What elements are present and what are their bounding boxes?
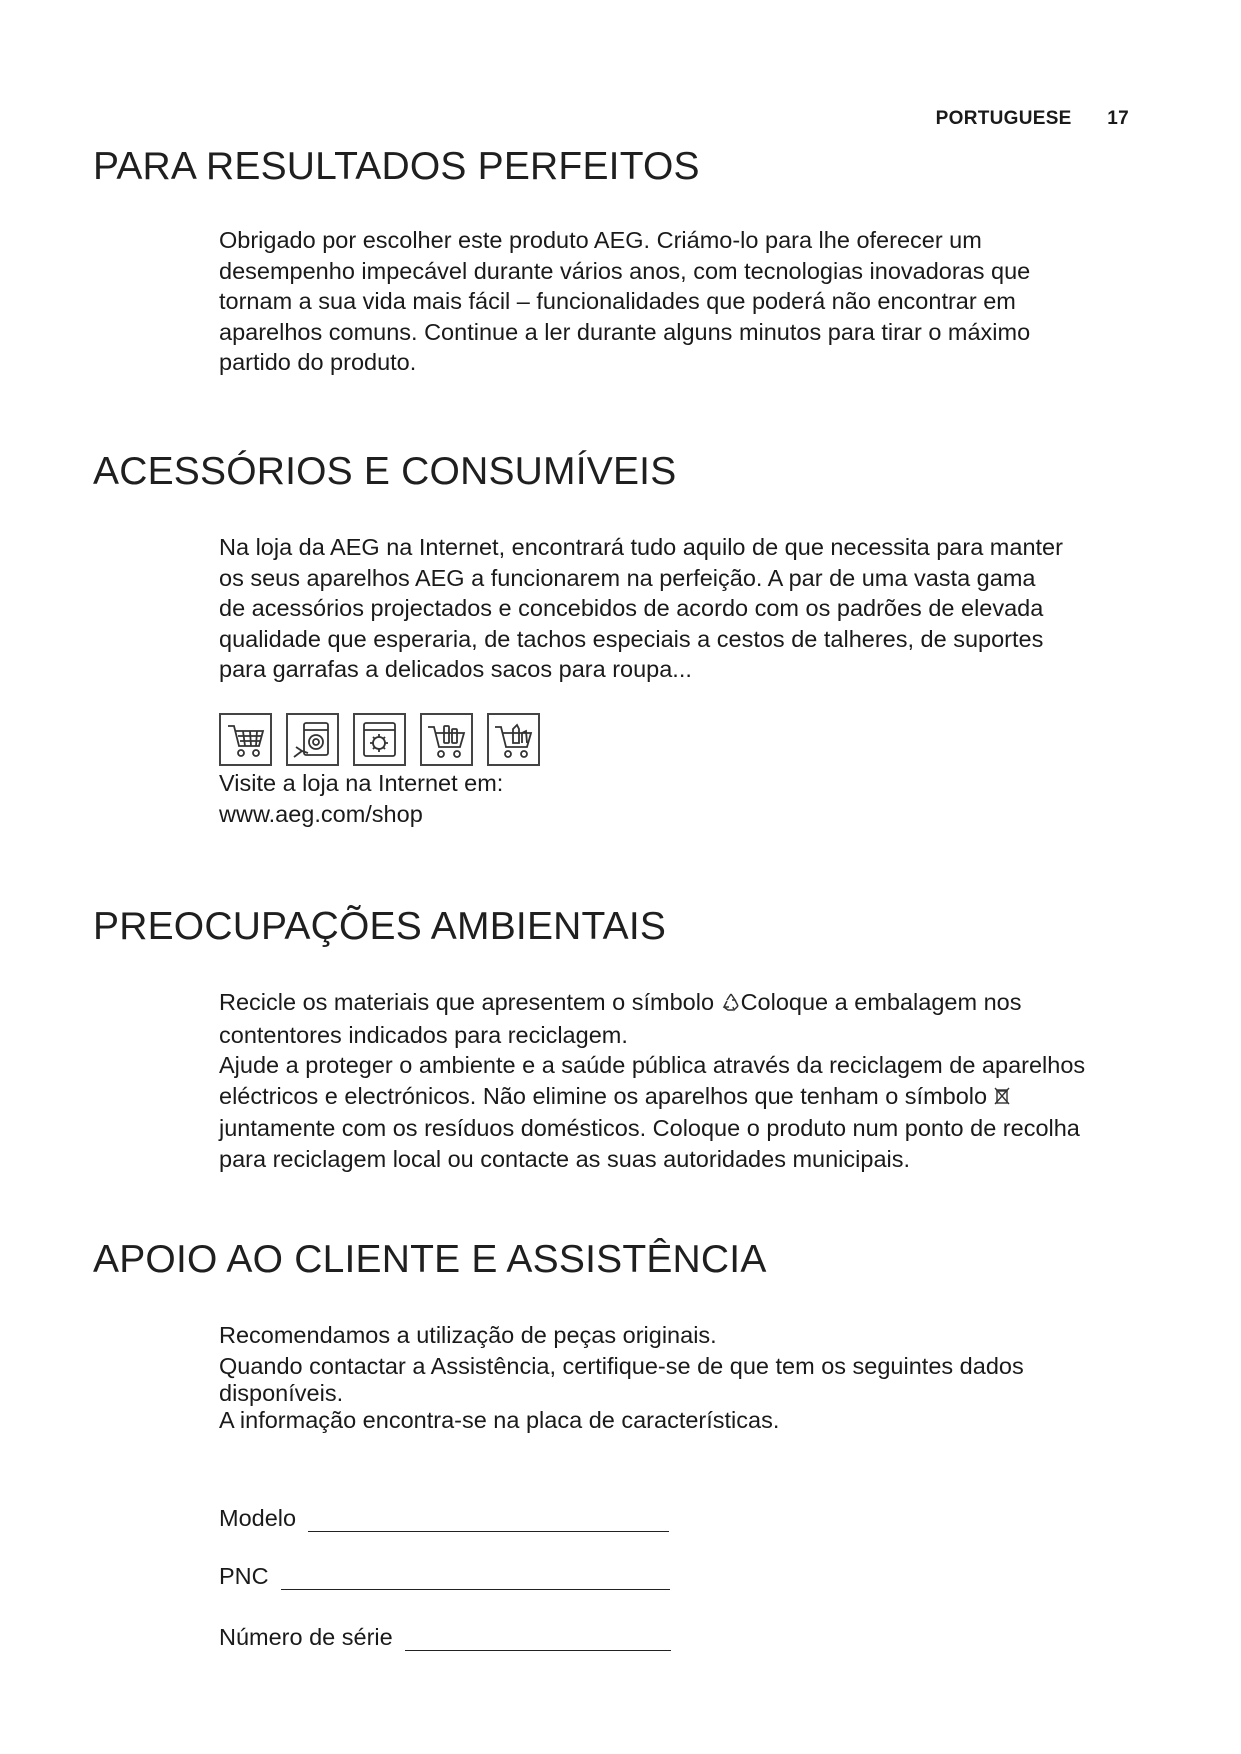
text-segment: Coloque a embalagem nos [740,989,1022,1015]
text-line: desempenho impecável durante vários anos, com tecnologias inovadoras que [219,257,1031,284]
text-line [219,1081,1139,1114]
shop-icons-row [219,713,540,766]
appliance-gear-icon [353,713,406,766]
field-label: PNC [219,1563,269,1589]
text-line: qualidade que esperaria, de tachos especiais a cestos de talheres, de suportes [219,625,1044,652]
text-line: Recomendamos a utilização de peças originais. [219,1322,717,1348]
text-line: juntamente com os resíduos domésticos. Coloque o produto num ponto de recolha [219,1115,1080,1141]
recycling-symbol-icon [721,989,741,1020]
field-label: Modelo [219,1505,297,1531]
section-text-environment [219,987,1139,1174]
model-input-line[interactable] [308,1509,669,1532]
cart-cleaning-products-icon [487,713,540,766]
serial-number-field[interactable] [219,1624,671,1651]
section-title-customer-support: APOIO AO CLIENTE E ASSISTÊNCIA [93,1238,767,1281]
section-title-environment: PREOCUPAÇÕES AMBIENTAIS [93,905,667,948]
section-title-accessories: ACESSÓRIOS E CONSUMÍVEIS [93,450,677,493]
pnc-field[interactable] [219,1563,670,1590]
shop-url-link[interactable]: www.aeg.com/shop [219,800,423,827]
section-text-perfect-results [219,225,1139,378]
section-title-perfect-results: PARA RESULTADOS PERFEITOS [93,145,700,188]
page-header [936,108,1129,130]
model-field[interactable] [219,1505,669,1532]
text-line: partido do produto. [219,349,417,375]
page-number: 17 [1107,108,1129,129]
text-line: de acessórios projectados e concebidos de acordo com os padrões de elevada [219,595,1044,621]
shopping-cart-icon [219,713,272,766]
shop-visit-text: Visite a loja na Internet em: [219,770,504,796]
text-line: Ajude a proteger o ambiente e a saúde pública através da reciclagem de aparelhos [219,1052,1086,1078]
pnc-input-line[interactable] [281,1567,670,1590]
text-line: Obrigado por escolher este produto AEG. Criámo-lo para lhe oferecer um [219,227,982,253]
language-label: PORTUGUESE [935,108,1072,129]
text-line: para garrafas a delicados sacos para roupa... [219,656,692,682]
text-line [219,987,1139,1020]
text-line: Na loja da AEG na Internet, encontrará tudo aquilo de que necessita para manter [219,534,1063,560]
text-line: os seus aparelhos AEG a funcionarem na perfeição. A par de uma vasta gama [219,564,1036,591]
text-line: aparelhos comuns. Continue a ler durante alguns minutos para tirar o máximo [219,318,1031,345]
text-line: tornam a sua vida mais fácil – funcionalidades que poderá não encontrar em [219,288,1016,314]
cart-bottles-icon [420,713,473,766]
text-line: contentores indicados para reciclagem. [219,1021,628,1048]
crossed-bin-icon [994,1083,1010,1114]
text-line: disponíveis. [219,1380,344,1406]
section-text-accessories [219,532,1139,685]
text-line: para reciclagem local ou contacte as suas autoridades municipais. [219,1145,911,1172]
shop-info [219,768,1139,829]
text-line: Quando contactar a Assistência, certifique-se de que tem os seguintes dados [219,1352,1024,1379]
text-segment: eléctricos e electrónicos. Não elimine os aparelhos que tenham o símbolo [219,1082,994,1109]
text-line: A informação encontra-se na placa de características. [219,1407,780,1433]
field-label: Número de série [219,1624,393,1650]
section-text-customer-support [219,1320,1139,1436]
text-segment: Recicle os materiais que apresentem o símbolo [219,989,721,1015]
serial-number-input-line[interactable] [405,1628,671,1651]
washing-machine-hand-icon [286,713,339,766]
